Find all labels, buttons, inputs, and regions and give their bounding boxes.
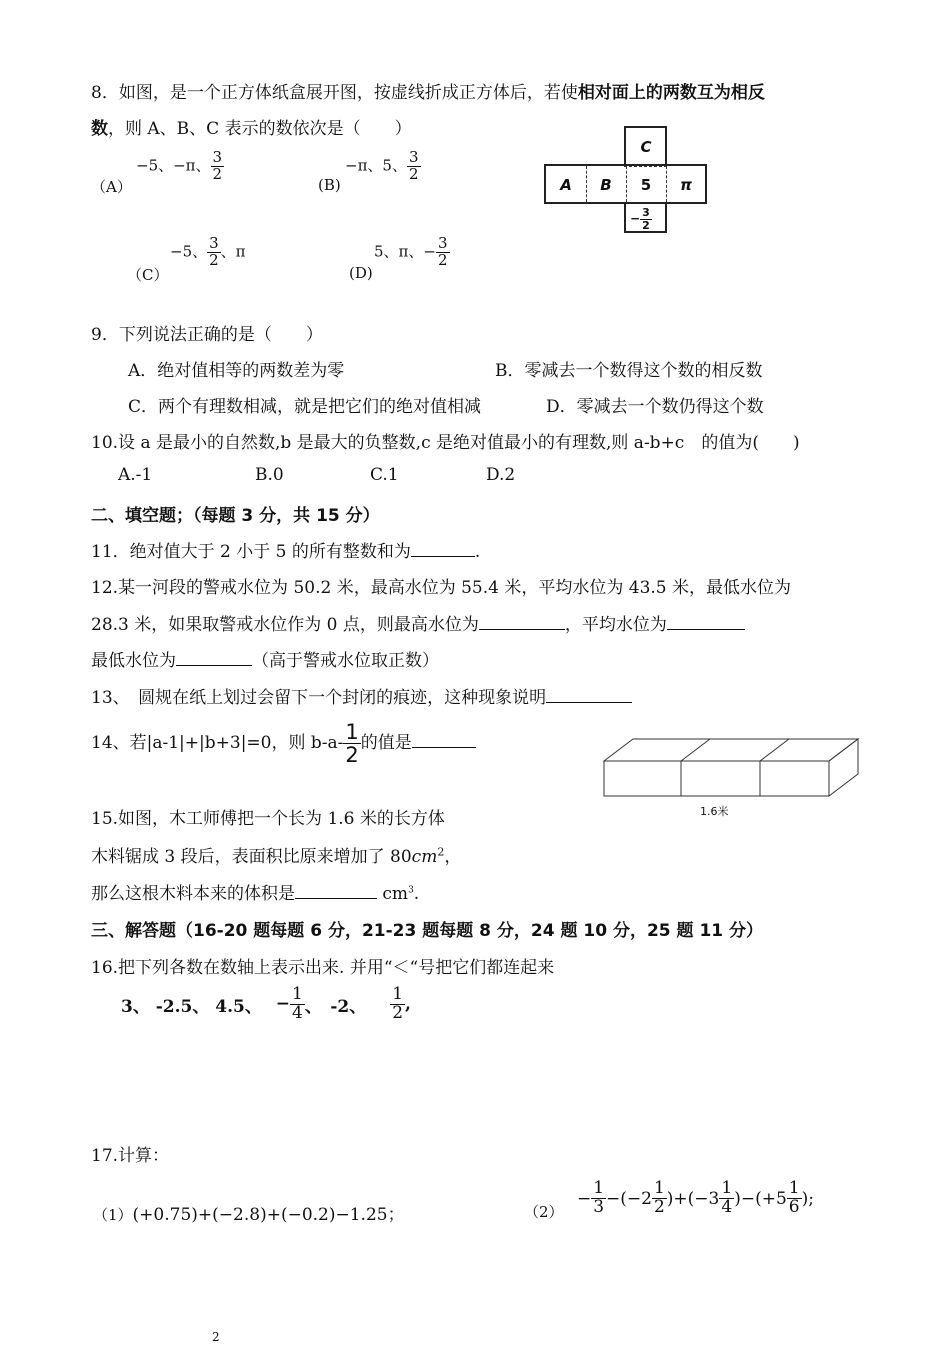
q15-tail: . <box>413 884 420 904</box>
answer-blank-lowest[interactable] <box>176 648 252 666</box>
answer-blank-highest[interactable] <box>479 612 565 630</box>
fraction-denominator: 2 <box>437 250 448 269</box>
net-label-c: C <box>640 138 652 156</box>
fraction-denominator: 4 <box>292 1002 303 1023</box>
q9-option-c: C．两个有理数相减，就是把它们的绝对值相减 <box>128 397 482 417</box>
fraction-denominator: 6 <box>788 1197 800 1217</box>
q17-part2-seg4: ); <box>801 1188 814 1209</box>
q17-part1-label: （1） <box>93 1206 133 1224</box>
q13 <box>91 683 632 708</box>
fraction-numerator: 3 <box>408 148 419 166</box>
q8-option-d-fraction <box>436 236 450 269</box>
q8-option-b <box>345 150 421 183</box>
net-bottom-sign: − <box>630 211 641 226</box>
q16-numbers <box>121 986 411 1023</box>
q17-part2-seg2: )+(−3 <box>666 1188 720 1209</box>
q14-fraction <box>343 721 360 766</box>
q9-option-b: B．零减去一个数得这个数的相反数 <box>495 361 763 381</box>
q15-line3-text: 那么这根木料本来的体积是 <box>91 884 295 904</box>
fraction-one-half <box>652 1180 667 1217</box>
net-bottom-fraction <box>640 207 652 231</box>
q8-option-c-text: −5、 <box>170 242 208 261</box>
net-bottom-value <box>630 207 652 231</box>
fraction-one-sixth <box>787 1180 802 1217</box>
q12-line2-mid: ，平均水位为 <box>564 615 667 635</box>
fold-line <box>624 166 667 167</box>
q12-line3-note: （高于警戒水位取正数） <box>252 651 439 671</box>
q10-stem: 10.设 a 是最小的自然数,b 是最大的负整数,c 是绝对值最小的有理数,则 a-b+c 的值为( ) <box>91 433 800 453</box>
q9-stem: 9．下列说法正确的是（ ） <box>91 325 323 345</box>
q10-option-a: A.-1 <box>118 465 153 485</box>
q8-emphasis-end: 数 <box>91 119 108 139</box>
timber-figure <box>600 736 862 822</box>
unit-cm: cm <box>382 884 409 904</box>
q16-numbers-mid: 、 -2、 <box>304 996 367 1017</box>
fraction-numerator: 1 <box>653 1178 665 1199</box>
timber-top-face <box>604 739 858 761</box>
q17-stem: 17.计算： <box>91 1146 170 1166</box>
q15-line2 <box>91 842 461 867</box>
q10-option-b: B.0 <box>255 465 284 485</box>
q8-option-d <box>374 236 450 269</box>
fraction-denominator: 2 <box>212 164 223 183</box>
q17-part1-tail: ； <box>387 1205 405 1225</box>
q8-option-b-fraction <box>407 150 421 183</box>
q16-stem: 16.把下列各数在数轴上表示出来. 并用“＜“号把它们都连起来 <box>91 958 555 978</box>
net-label-a: A <box>560 176 572 194</box>
section-heading-fill-in: 二、填空题；（每题 3 分，共 15 分） <box>91 506 380 526</box>
q12-line2 <box>91 610 745 635</box>
net-label-5: 5 <box>640 176 652 194</box>
unit-cm: cm <box>411 847 438 867</box>
q11-tail: . <box>474 542 481 562</box>
answer-blank[interactable] <box>411 539 475 557</box>
fraction-numerator: 3 <box>212 148 223 166</box>
q8-option-c-fraction <box>207 236 221 269</box>
q12-line1: 12.某一河段的警戒水位为 50.2 米，最高水位为 55.4 米，平均水位为 43.5 米，最低水位为 <box>91 578 792 598</box>
fraction-one-third <box>591 1180 606 1217</box>
q16-tail: , <box>405 994 411 1015</box>
fraction-numerator: 1 <box>292 984 303 1004</box>
q16-fraction-quarter <box>290 986 305 1023</box>
fraction-numerator: 3 <box>209 234 219 252</box>
fraction-numerator: 1 <box>788 1178 800 1199</box>
q16-numbers-text: 3、 -2.5、 4.5、 <box>121 996 262 1017</box>
answer-blank[interactable] <box>546 685 632 703</box>
q12-line2-text: 28.3 米，如果取警戒水位作为 0 点，则最高水位为 <box>91 615 479 635</box>
net-middle-row <box>544 164 707 204</box>
fraction-numerator: 1 <box>593 1178 605 1199</box>
fraction-numerator: 1 <box>721 1178 733 1199</box>
q12-line3 <box>91 646 439 671</box>
q17-part2-label: （2） <box>524 1203 564 1221</box>
q8-line2 <box>91 114 412 139</box>
q8-option-c <box>170 236 246 269</box>
fraction-denominator: 3 <box>593 1197 605 1217</box>
q17-part1 <box>93 1200 405 1225</box>
q15-line2-text: 木料锯成 3 段后，表面积比原来增加了 80 <box>91 847 412 867</box>
q15-line3 <box>91 879 419 904</box>
q13-text: 13、 圆规在纸上划过会留下一个封闭的痕迹，这种现象说明 <box>91 688 547 708</box>
q8-question: ，则 A、B、C 表示的数依次是（ ） <box>108 119 412 139</box>
q15-line2-comma: ， <box>444 847 462 867</box>
answer-blank[interactable] <box>295 881 377 899</box>
fraction-denominator: 2 <box>642 218 650 232</box>
page-number: 2 <box>212 1330 220 1344</box>
unit-exponent: 3 <box>408 885 414 896</box>
q15-line1: 15.如图，木工师傅把一个长为 1.6 米的长方体 <box>91 809 445 829</box>
q8-option-b-text: −π、5、 <box>345 156 407 175</box>
q8-option-b-label: (B) <box>318 176 341 194</box>
timber-side-face <box>829 739 858 796</box>
q17-part2-seg1: −(−2 <box>606 1188 652 1209</box>
q9-option-d: D．零减去一个数仍得这个数 <box>546 397 764 417</box>
fraction-numerator: 1 <box>392 984 404 1004</box>
answer-blank-average[interactable] <box>667 612 745 630</box>
net-label-b: B <box>600 176 612 194</box>
q8-option-a-text: −5、−π、 <box>136 156 211 175</box>
q11 <box>91 537 480 562</box>
answer-blank[interactable] <box>412 730 476 748</box>
net-label-pi: π <box>680 176 692 194</box>
q10-option-c: C.1 <box>370 465 399 485</box>
q8-option-d-label: (D) <box>349 264 373 282</box>
net-face-c <box>624 126 667 166</box>
cut-line <box>760 739 789 761</box>
q8-emphasis: 相对面上的两数互为相反 <box>577 83 765 103</box>
timber-front-face <box>604 761 829 796</box>
q8-option-a-fraction <box>211 150 225 183</box>
section-heading-answer: 三、解答题（16-20 题每题 6 分，21-23 题每题 8 分，24 题 10 分，25 题 11 分） <box>91 921 764 941</box>
fraction-one-quarter <box>719 1180 734 1217</box>
q17-part2-lead: − <box>576 1188 592 1209</box>
q9-option-a: A．绝对值相等的两数差为零 <box>128 361 345 381</box>
q8-line1 <box>91 78 765 103</box>
negative-sign: − <box>275 994 291 1015</box>
q12-line3-text: 最低水位为 <box>91 651 176 671</box>
unit-exponent: 2 <box>437 845 445 859</box>
q16-fraction-half <box>390 986 405 1023</box>
fraction-numerator: 1 <box>345 720 359 744</box>
q17-part1-expression: (+0.75)+(−2.8)+(−0.2)−1.25 <box>132 1205 388 1225</box>
q10-option-d: D.2 <box>486 465 516 485</box>
q8-option-a <box>136 150 224 183</box>
q14 <box>91 721 476 766</box>
fraction-numerator: 3 <box>437 234 448 252</box>
q17-part2 <box>524 1175 814 1222</box>
q8-option-c-label: （C） <box>127 266 169 284</box>
net-face-bottom <box>624 202 667 233</box>
q8-option-c-tail: 、π <box>220 242 246 261</box>
q8-stem: 8．如图，是一个正方体纸盒展开图，按虚线折成正方体后，若使 <box>91 83 578 103</box>
q17-part2-seg3: )−(+5 <box>734 1188 787 1209</box>
q11-text: 11．绝对值大于 2 小于 5 的所有整数和为 <box>91 542 411 562</box>
fraction-denominator: 4 <box>721 1197 733 1217</box>
q14-text: 14、若|a-1|+|b+3|=0，则 b-a- <box>91 733 344 754</box>
fraction-denominator: 2 <box>209 250 219 269</box>
fraction-numerator: 3 <box>642 206 650 219</box>
q14-tail: 的值是 <box>360 733 412 754</box>
fraction-denominator: 2 <box>408 164 419 183</box>
cut-line <box>681 739 710 761</box>
fraction-denominator: 2 <box>345 743 359 768</box>
q8-option-a-label: （A） <box>91 178 132 196</box>
fraction-denominator: 2 <box>653 1197 665 1217</box>
fraction-denominator: 2 <box>392 1002 404 1023</box>
timber-length-label: 1.6米 <box>700 805 729 818</box>
q8-option-d-text: 5、π、− <box>374 242 436 261</box>
